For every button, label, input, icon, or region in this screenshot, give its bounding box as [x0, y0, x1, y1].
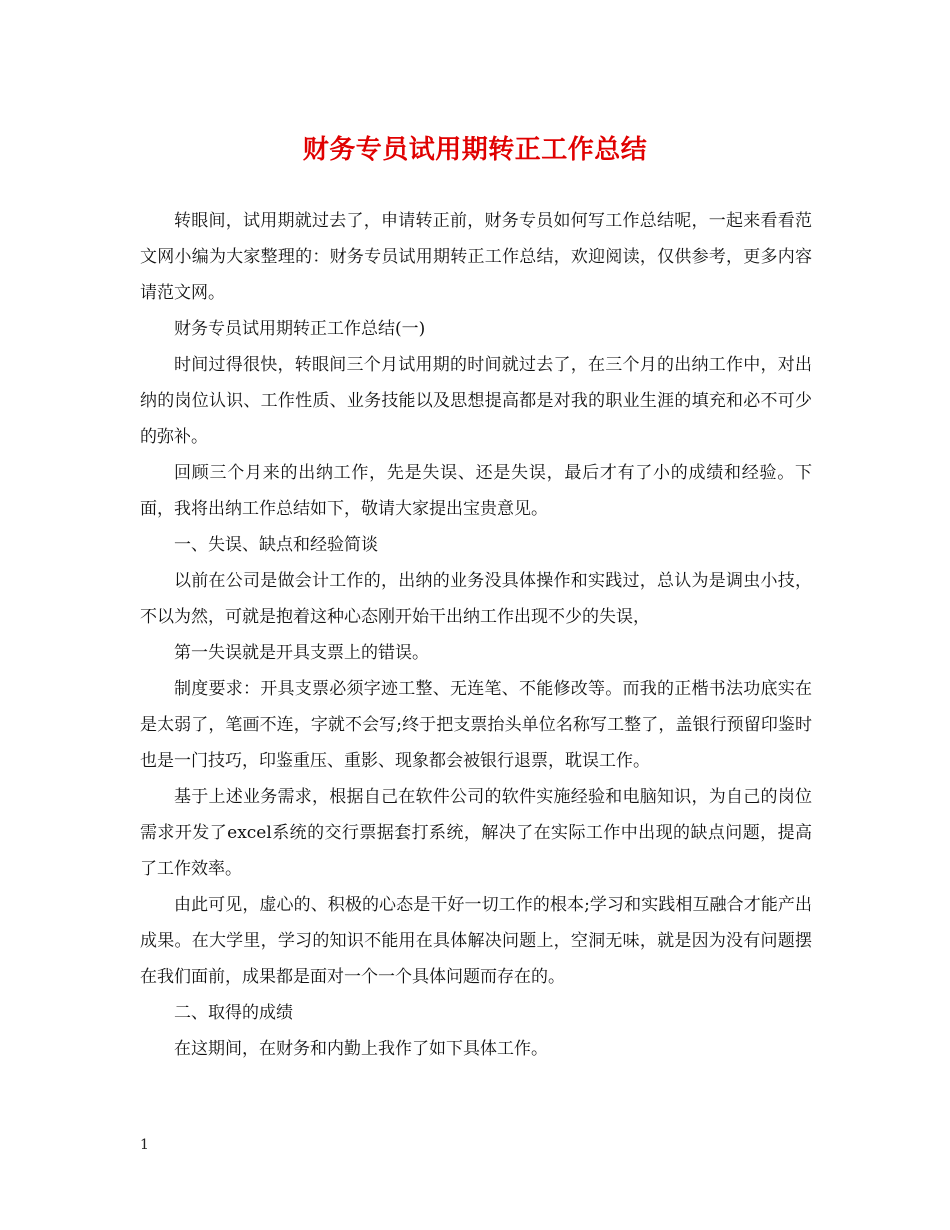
paragraph-subheading: 一、失误、缺点和经验简谈: [174, 535, 378, 555]
document-body: [140, 203, 812, 1067]
document-title: 财务专员试用期转正工作总结: [302, 135, 648, 165]
paragraph: 制度要求：开具支票必须字迹工整、无连笔、不能修改等。而我的正楷书法功底实在是太弱了，笔画不连，字就不会写;终于把支票抬头单位名称写工整了，盖银行预留印鉴时也是一门技巧，印鉴重压、重影、现象都会被银行退票，耽误工作。: [140, 679, 812, 771]
paragraph: 以前在公司是做会计工作的，出纳的业务没具体操作和实践过，总认为是调虫小技，不以为然，可就是抱着这种心态刚开始干出纳工作出现不少的失误，: [140, 571, 812, 627]
paragraph: 由此可见，虚心的、积极的心态是干好一切工作的根本;学习和实践相互融合才能产出成果。在大学里，学习的知识不能用在具体解决问题上，空洞无味，就是因为没有问题摆在我们面前，成果都是面对一个一个具体问题而存在的。: [140, 895, 812, 987]
paragraph: 在这期间，在财务和内勤上我作了如下具体工作。: [174, 1039, 548, 1059]
paragraph: 时间过得很快，转眼间三个月试用期的时间就过去了，在三个月的出纳工作中，对出纳的岗位认识、工作性质、业务技能以及思想提高都是对我的职业生涯的填充和必不可少的弥补。: [140, 355, 812, 447]
paragraph-subheading: 二、取得的成绩: [174, 1003, 293, 1023]
paragraph: 第一失误就是开具支票上的错误。: [174, 643, 429, 663]
paragraph-section-heading: 财务专员试用期转正工作总结(一): [174, 319, 426, 339]
paragraph: 基于上述业务需求，根据自己在软件公司的软件实施经验和电脑知识，为自己的岗位需求开发了excel系统的交行票据套打系统，解决了在实际工作中出现的缺点问题，提高了工作效率。: [140, 787, 812, 879]
paragraph-intro: 转眼间，试用期就过去了，申请转正前，财务专员如何写工作总结呢，一起来看看范文网小编为大家整理的：财务专员试用期转正工作总结，欢迎阅读，仅供参考，更多内容请范文网。: [140, 211, 812, 303]
paragraph: 回顾三个月来的出纳工作，先是失误、还是失误，最后才有了小的成绩和经验。下面，我将出纳工作总结如下，敬请大家提出宝贵意见。: [140, 463, 812, 519]
page-number: 1: [140, 1137, 149, 1153]
